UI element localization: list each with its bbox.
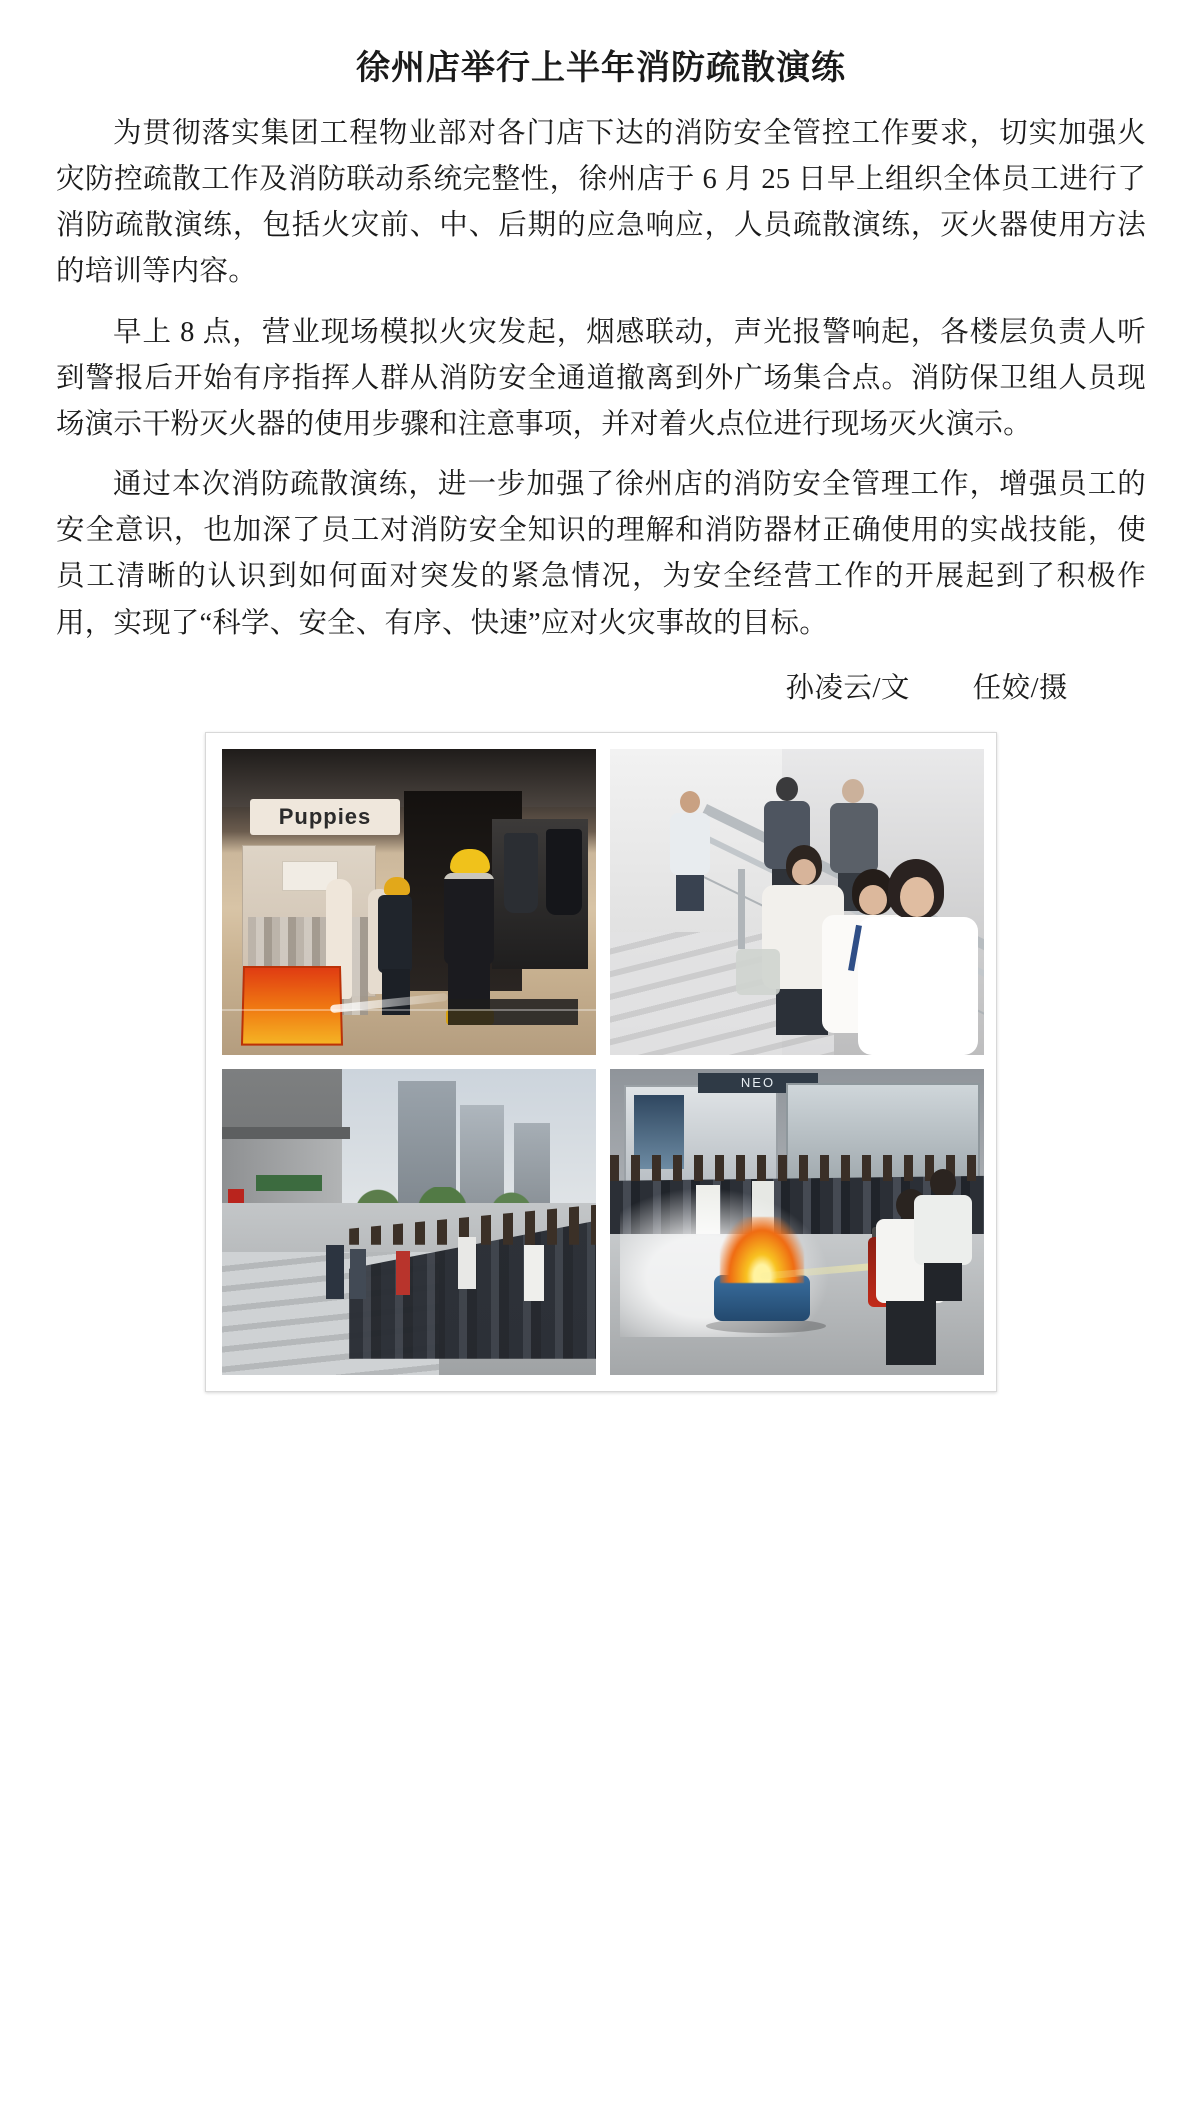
staff-white-shirt-2	[524, 1245, 544, 1301]
helmet-2	[384, 877, 410, 895]
store-sign: Puppies	[250, 799, 400, 835]
byline	[56, 665, 1068, 706]
trousers	[924, 1263, 962, 1301]
evacuee-upper-1	[668, 791, 712, 911]
head	[680, 791, 700, 813]
store-signboard	[256, 1175, 322, 1191]
helmet	[450, 849, 490, 873]
legs	[676, 875, 704, 911]
byline-writer: 孙凌云/文	[785, 672, 910, 704]
legs	[776, 989, 828, 1035]
handbag	[736, 949, 780, 995]
page-title: 徐州店举行上半年消防疏散演练	[356, 50, 846, 87]
face	[792, 859, 816, 885]
floor-highlight	[222, 1009, 596, 1011]
photo-store-extinguisher-demo	[222, 749, 596, 1055]
byline-photographer: 任姣/摄	[972, 672, 1068, 704]
photo-gallery	[205, 732, 997, 1392]
staff-near-building-1	[326, 1245, 344, 1299]
demonstrator-assistant	[912, 1169, 976, 1299]
fire-pan-shadow	[706, 1319, 826, 1333]
turnout-coat	[444, 873, 494, 965]
torso	[670, 813, 710, 875]
handrail-post	[738, 869, 745, 949]
head	[842, 779, 864, 803]
photo-outdoor-assembly	[222, 1069, 596, 1375]
photo-gallery-row-top	[222, 749, 980, 1055]
simulated-fire-board	[241, 966, 343, 1046]
mall-banner: NEO	[698, 1073, 818, 1093]
photo-stairwell-evacuation	[610, 749, 984, 1055]
white-shirt	[914, 1195, 972, 1265]
photo-gallery-row-bottom	[222, 1069, 980, 1375]
body-paragraph-1: 为贯彻落实集团工程物业部对各门店下达的消防安全管控工作要求，切实加强火灾防控疏散工作及消防联动系统完整性，徐州店于 6 月 25 日早上组织全体员工进行了消防疏散演练，包括火灾前、中、后期的应急响应，人员疏散演练，灭火器使用方法的培训等内容。	[56, 118, 1146, 288]
awning	[222, 1127, 350, 1139]
head	[930, 1169, 956, 1197]
body-paragraph-2: 早上 8 点，营业现场模拟火灾发起，烟感联动，声光报警响起，各楼层负责人听到警报后开始有序指挥人群从消防安全通道撤离到外广场集合点。消防保卫组人员现场演示干粉灭火器的使用步骤和注意事项，并对着火点位进行现场灭火演示。	[56, 316, 1146, 440]
hanging-garment	[546, 829, 582, 915]
hanging-garment-2	[504, 833, 538, 913]
body-paragraph-3: 通过本次消防疏散演练，进一步加强了徐州店的消防安全管理工作，增强员工的安全意识，也加深了员工对消防安全知识的理解和消防器材正确使用的实战技能，使员工清晰的认识到如何面对突发的紧急情况，为安全经营工作的开展起到了积极作用，实现了“科学、安全、有序、快速”应对火灾事故的目标。	[56, 469, 1146, 639]
staff-near-building-2	[350, 1249, 366, 1299]
photo-live-fire-extinguisher	[610, 1069, 984, 1375]
floor-mat	[448, 999, 578, 1025]
staff-red-jacket	[396, 1251, 410, 1295]
staff-white-shirt-1	[458, 1237, 476, 1289]
face	[900, 877, 934, 917]
trousers	[886, 1301, 936, 1365]
uniform-top	[378, 895, 412, 973]
head	[776, 777, 798, 801]
torso	[858, 917, 978, 1055]
evacuee-front-3	[858, 859, 978, 1055]
